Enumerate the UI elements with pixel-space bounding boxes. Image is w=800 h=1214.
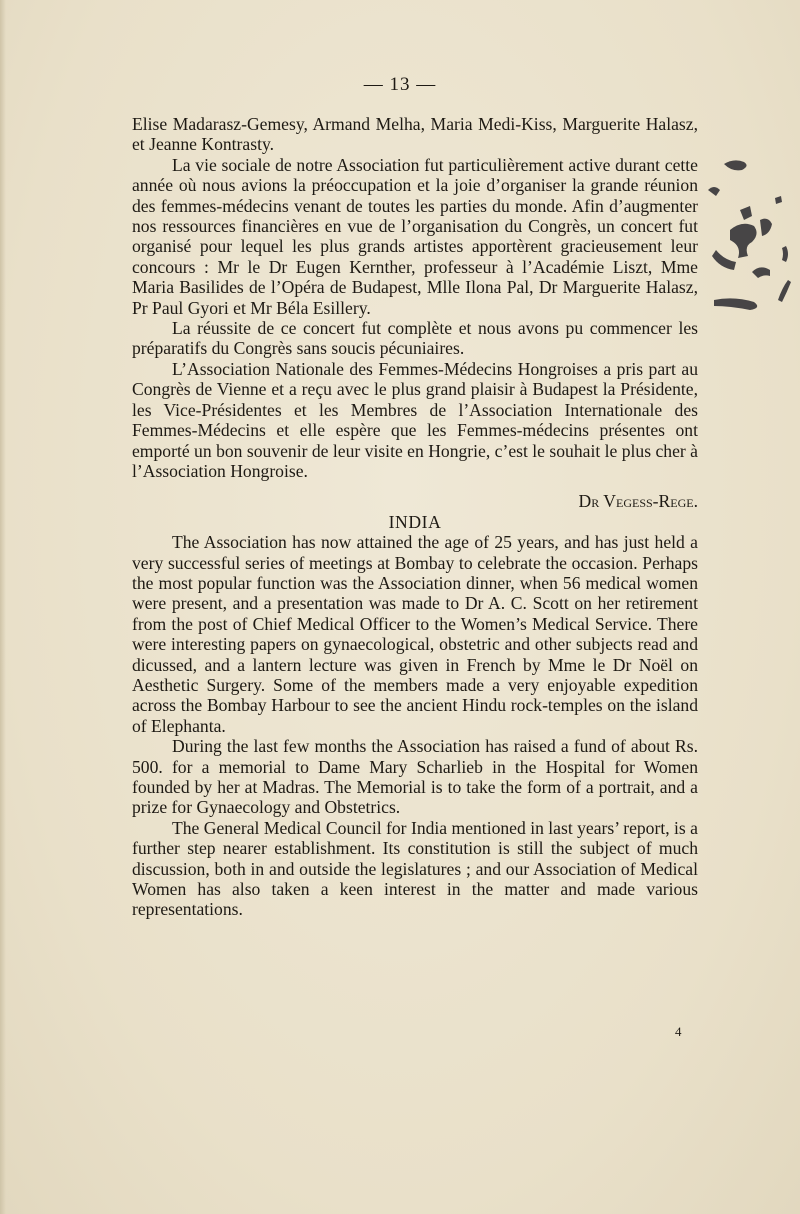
paragraph-india-anniversary: The Association has now attained the age of 25 years, and has just held a very successful series of meetings at Bombay to celebrate the occasion. Perhaps the most popular function was the Association dinner, when 56 medical women were present, and a presentation was made to Dr A. C. Scott on her retirement from the post of Chief Medical Officer to the Women’s Medical Service. There were interesting papers on gynaecological, obstetric and other subjects read and dicussed, and a lantern lecture was given in French by Mme le Dr Noël on Aesthetic Surgery. Some of the members made a very enjoyable expedition across the Bombay Harbour to see the ancient Hindu rock-temples on the island of Elephanta. xyxy=(132,532,698,736)
paragraph-vienna-congress: L’Association Nationale des Femmes-Médecins Hongroises a pris part au Congrès de Vienne et a reçu avec le plus grand plaisir à Budapest la Présidente, les Vice-Présidentes et les Membres de l’Association Internationale des Femmes-Médecins et elle espère que les Femmes-médecins présentes ont emporté un bon souvenir de leur visite en Hongrie, c’est le souhait le plus cher à l’Association Hongroise. xyxy=(132,358,698,481)
paragraph-member-names: Elise Madarasz-Gemesy, Armand Melha, Maria Medi-Kiss, Marguerite Halasz, et Jeanne Kontrasty. xyxy=(132,114,698,155)
signature xyxy=(132,481,698,511)
page-edge-shadow xyxy=(0,0,6,1214)
signature-name: Dr Vegess-Rege. xyxy=(578,491,698,512)
section-heading-india: INDIA xyxy=(388,511,442,532)
footer-reference-number: 4 xyxy=(675,1024,682,1039)
paragraph-india-memorial-fund: During the last few months the Association has raised a fund of about Rs. 500. for a memorial to Dame Mary Scharlieb in the Hospital for Women founded by her at Madras. The Memorial is to take the form of a portrait, and a prize for Gynaecology and Obstetrics. xyxy=(132,736,698,818)
paragraph-india-medical-council: The General Medical Council for India mentioned in last years’ report, is a further step nearer establishment. Its constitution is still the subject of much discussion, both in and outside the legislatures ; and our Association of Medical Women has also taken a keen interest in the matter and made various representations. xyxy=(132,817,698,920)
page-number: — 13 — xyxy=(363,74,437,95)
ink-stamp-mark xyxy=(700,150,800,330)
paragraph-social-life: La vie sociale de notre Association fut particulièrement active durant cette année où nous avions la préoccupation et la joie d’organiser la grande réunion des femmes-médecins venant de toutes les parties du monde. Afin d’augmenter nos ressources financières en vue de l’organisation du Congrès, un concert fut organisé pour lequel les plus grands artistes apportèrent gracieusement leur concours : Mr le Dr Eugen Kernther, professeur à l’Académie Liszt, Mme Maria Basilides de l’Opéra de Budapest, Mlle Ilona Pal, Dr Marguerite Halasz, Pr Paul Gyori et Mr Béla Esillery. xyxy=(132,154,698,318)
paragraph-concert-success: La réussite de ce concert fut complète et nous avons pu commencer les préparatifs du Congrès sans soucis pécuniaires. xyxy=(132,318,698,359)
body-text xyxy=(132,114,698,920)
